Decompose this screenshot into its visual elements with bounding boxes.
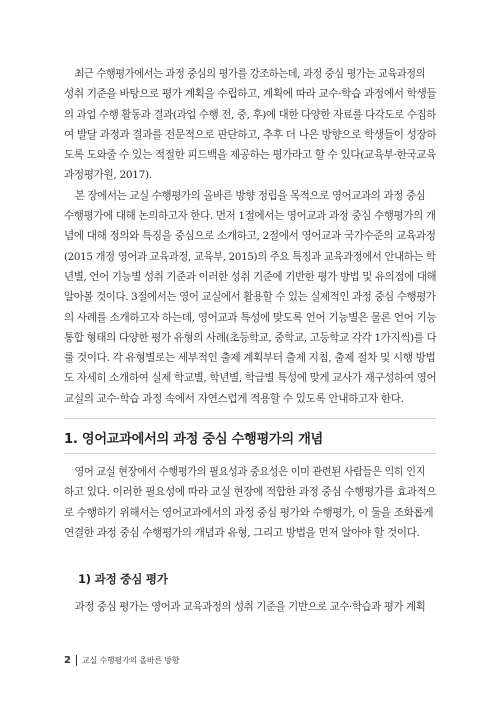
section-divider-bottom [64, 453, 436, 454]
footer-separator [76, 655, 77, 666]
text-line: (2015 개정 영어과 교육과정, 교육부, 2015)의 주요 특징과 교육과정에서 안내하는 학 [64, 250, 436, 263]
text-line: 알아볼 것이다. 3절에서는 영어 교실에서 활용할 수 있는 실제적인 과정 중심 수행평가 [64, 291, 436, 304]
text-line: 최근 수행평가에서는 과정 중심의 평가를 강조하는데, 과정 중심 평가는 교육과정의 [74, 68, 426, 80]
text-line: 연결한 과정 중심 수행평가의 개념과 유형, 그리고 방법을 먼저 알아야 할 것이다. [64, 526, 420, 539]
text-line: 도록 도와줄 수 있는 적절한 피드백을 제공하는 평가라고 할 수 있다(교육부·한국교육 [64, 149, 437, 162]
text-line: 교실의 교수·학습 과정 속에서 자연스럽게 적용할 수 있도록 안내하고자 한다. [64, 392, 404, 405]
intro-text [64, 64, 436, 409]
text-line: 념에 대해 정의와 특징을 중심으로 소개하고, 2절에서 영어교과 국가수준의 교육과정 [64, 230, 436, 243]
text-line: 과정 중심 평가는 영어과 교육과정의 성취 기준을 기반으로 교수·학습과 평가 계획 [74, 601, 426, 613]
section-body [64, 462, 436, 543]
intro-paragraph-1 [64, 64, 436, 186]
text-line: 수행평가에 대해 논의하고자 한다. 먼저 1절에서는 영어교과 과정 중심 수행평가의 개 [64, 210, 436, 223]
subsection-heading: 1) 과정 중심 평가 [78, 572, 168, 586]
intro-paragraph-2 [64, 186, 436, 409]
page-footer [64, 655, 179, 666]
text-line: 하고 있다. 이러한 필요성에 따라 교실 현장에 적합한 과정 중심 수행평가를 효과적으 [64, 486, 437, 499]
text-line: 년별, 언어 기능별 성취 기준과 이러한 성취 기준에 기반한 평가 방법 및 유의점에 대해 [64, 270, 437, 283]
text-line: 여 발달 과정과 결과를 전문적으로 판단하고, 추후 더 나은 방향으로 학생들이 성장하 [64, 128, 437, 141]
text-line: 본 장에서는 교실 수행평가의 올바른 방향 정립을 목적으로 영어교과의 과정 중심 [74, 189, 426, 202]
section-heading: 1. 영어교과에서의 과정 중심 수행평가의 개념 [64, 432, 323, 447]
subsection-paragraph [64, 597, 436, 617]
text-line: 로 수행하기 위해서는 영어교과에서의 과정 중심 평가와 수행평가, 이 둘을 조화롭게 [64, 506, 434, 519]
text-line: 의 과업 수행 활동과 결과(과업 수행 전, 중, 후)에 대한 다양한 자료를 다각도로 수집하 [64, 108, 436, 121]
text-line: 과정평가원, 2017). [64, 169, 152, 182]
text-line: 의 사례를 소개하고자 하는데, 영어교과 특성에 맞도록 언어 기능별은 물론 언어 기능 [64, 311, 437, 324]
section-divider-top [64, 418, 436, 419]
subsection-body [64, 597, 436, 617]
page-number: 2 [64, 655, 71, 666]
running-title: 교실 수행평가의 올바른 방향 [81, 656, 180, 665]
text-line: 룰 것이다. 각 유형별로는 세부적인 출제 계획부터 출제 지침, 출제 절차 및 시행 방법 [64, 352, 436, 365]
text-line: 성취 기준을 바탕으로 평가 계획을 수립하고, 계획에 따라 교수·학습 과정에서 학생들 [64, 88, 437, 101]
text-line: 도 자세히 소개하여 실제 학교별, 학년별, 학급별 특성에 맞게 교사가 재구성하여 영어 [64, 372, 437, 385]
text-line: 통합 형태의 다양한 평가 유형의 사례(초등학교, 중학교, 고등학교 각각 1가지씩)를 다 [64, 331, 437, 344]
section-paragraph [64, 462, 436, 543]
text-line: 영어 교실 현장에서 수행평가의 필요성과 중요성은 이미 관련된 사람들은 익히 인지 [74, 466, 426, 478]
